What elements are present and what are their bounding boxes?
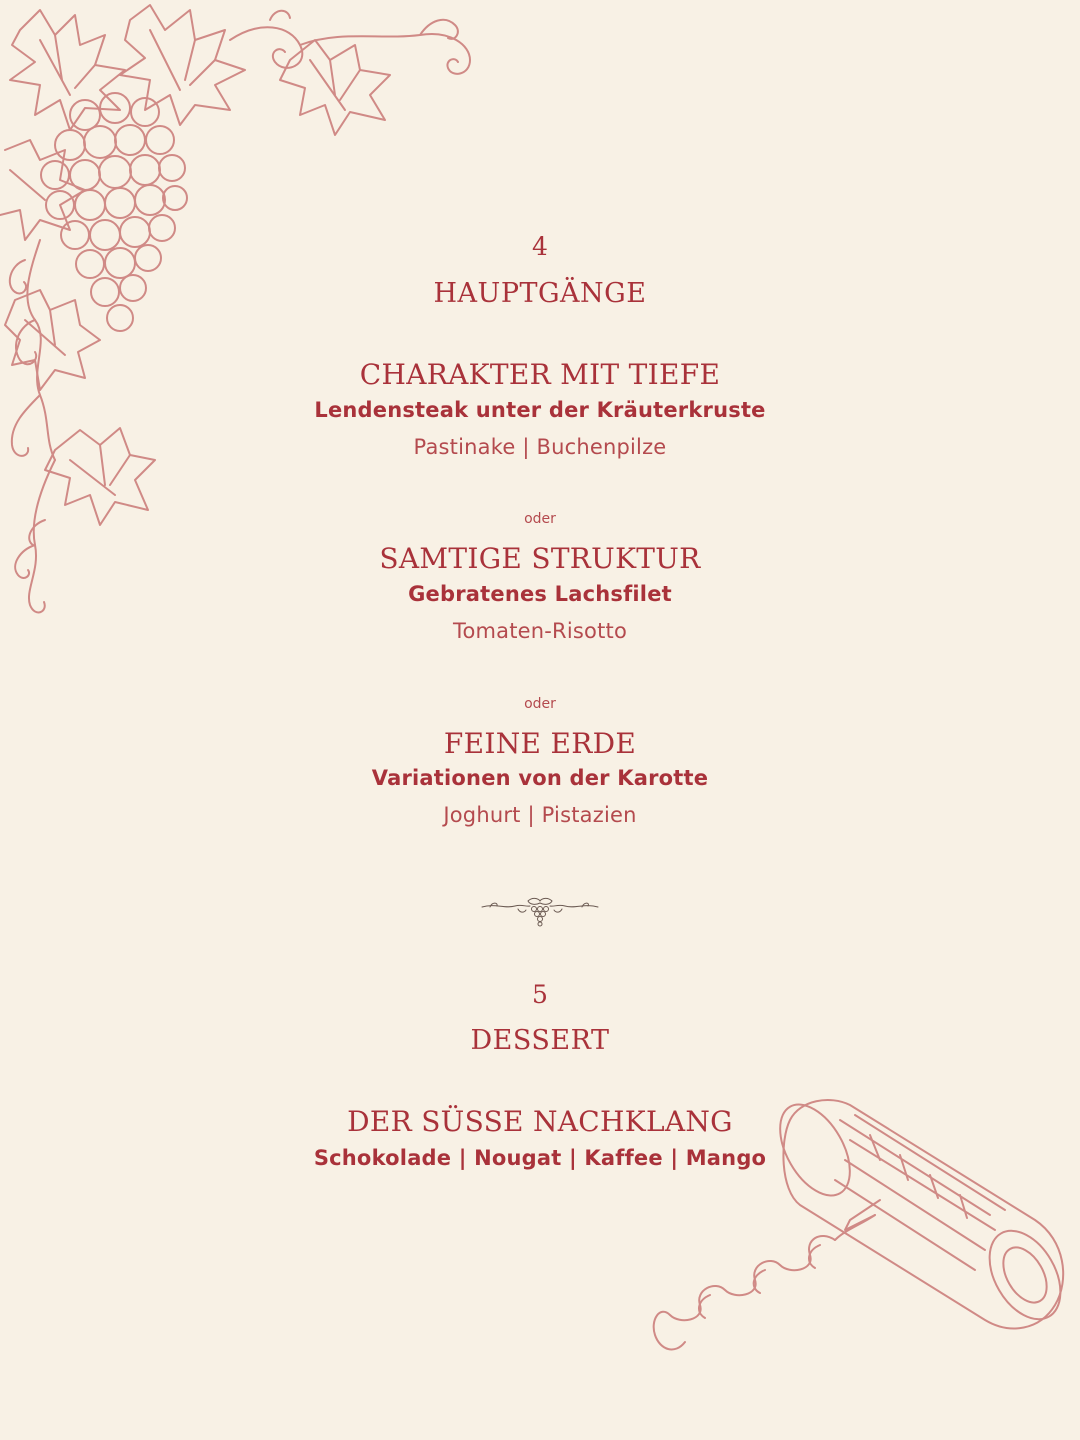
course-number: 5	[532, 980, 548, 1009]
course-title: HAUPTGÄNGE	[433, 278, 647, 309]
grape-ornament-icon	[480, 893, 600, 933]
dish-main: Schokolade | Nougat | Kaffee | Mango	[313, 1146, 767, 1170]
dish-main: Gebratenes Lachsfilet	[408, 582, 672, 606]
or-separator: oder	[524, 511, 556, 527]
dish-title: SAMTIGE STRUKTUR	[379, 542, 701, 575]
dish-title: DER SÜSSE NACHKLANG	[347, 1105, 733, 1138]
dish-sides: Pastinake | Buchenpilze	[413, 435, 667, 459]
dish-title: FEINE ERDE	[443, 727, 637, 760]
dish-main: Lendensteak unter der Kräuterkruste	[314, 398, 766, 422]
dish-sides: Joghurt | Pistazien	[443, 803, 637, 827]
course-number: 4	[532, 232, 548, 261]
or-separator: oder	[524, 696, 556, 712]
course-title: DESSERT	[470, 1025, 610, 1056]
dish-title: CHARAKTER MIT TIEFE	[359, 358, 721, 391]
dish-sides: Tomaten-Risotto	[452, 619, 627, 643]
dish-main: Variationen von der Karotte	[371, 766, 709, 790]
